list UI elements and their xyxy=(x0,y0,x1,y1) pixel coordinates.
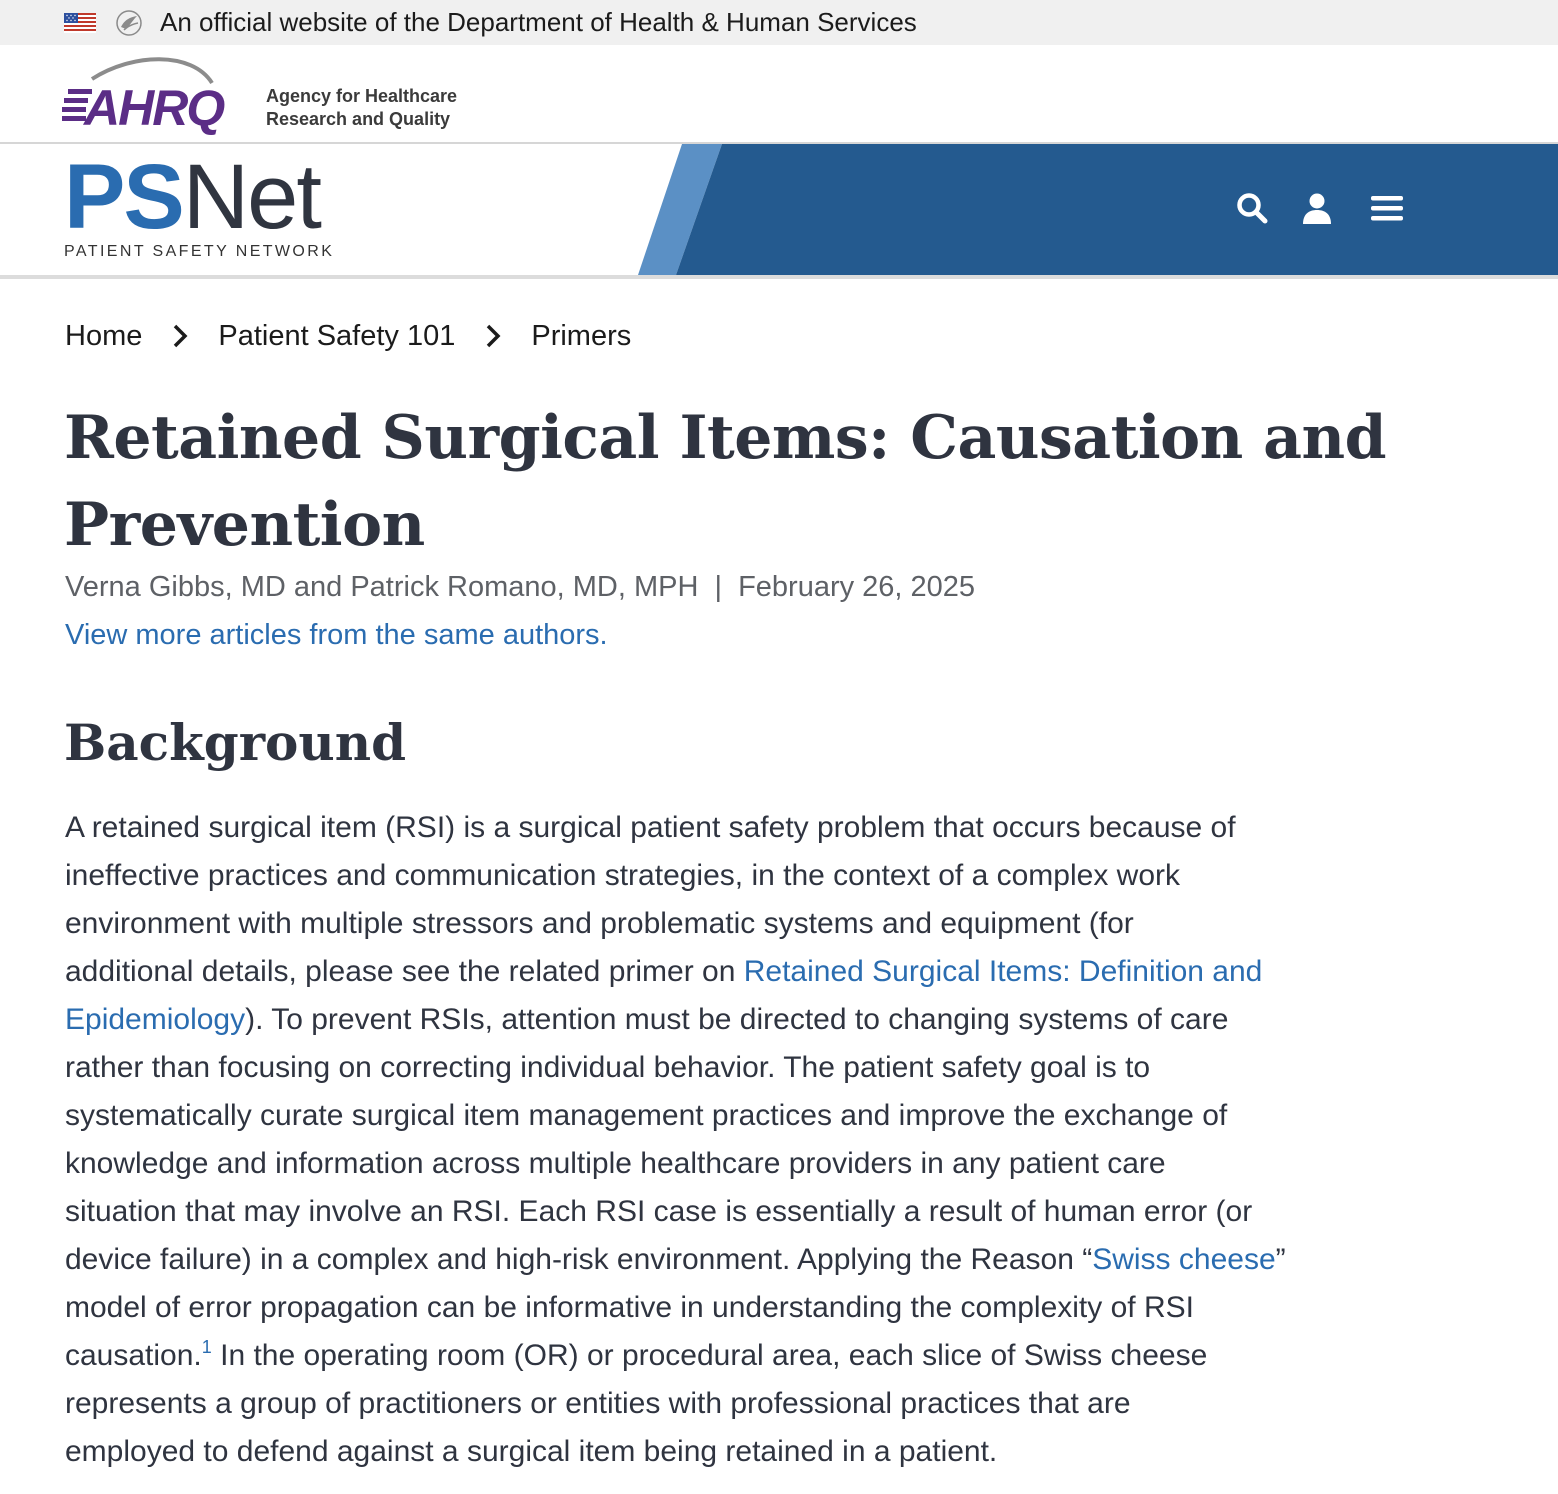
paragraph-line: ineffective practices and communication strategies, in the context of a complex work xyxy=(65,859,1180,892)
article-authors: Verna Gibbs, MD and Patrick Romano, MD, MPH xyxy=(65,571,699,603)
related-primer-link[interactable]: Retained Surgical Items: Definition and xyxy=(743,955,1263,988)
official-banner-text: An official website of the Department of Health & Human Services xyxy=(160,7,917,37)
hhs-eagle-icon xyxy=(115,9,143,37)
paragraph-text: additional details, please see the related primer on xyxy=(65,955,744,988)
psnet-logo[interactable] xyxy=(64,146,320,248)
paragraph-line: A retained surgical item (RSI) is a surgical patient safety problem that occurs because of xyxy=(65,811,1236,844)
paragraph-line: employed to defend against a surgical item being retained in a patient. xyxy=(65,1435,998,1468)
paragraph-line xyxy=(65,996,1525,1044)
breadcrumb-home[interactable]: Home xyxy=(65,319,143,352)
background-paragraph xyxy=(65,804,1525,1476)
article-date: February 26, 2025 xyxy=(738,571,976,603)
view-authors-link[interactable]: View more articles from the same authors. xyxy=(65,619,608,651)
breadcrumb xyxy=(65,316,631,356)
ahrq-agency-name xyxy=(266,85,457,131)
swiss-cheese-link[interactable]: Swiss cheese xyxy=(1092,1243,1276,1276)
paragraph-line: environment with multiple stressors and problematic systems and equipment (for xyxy=(65,907,1134,940)
paragraph-text: In the operating room (OR) or procedural area, each slice of Swiss cheese xyxy=(211,1339,1208,1372)
ahrq-header xyxy=(0,45,1558,144)
paragraph-line: represents a group of practitioners or entities with professional practices that are xyxy=(65,1387,1131,1420)
svg-text:AHRQ: AHRQ xyxy=(84,80,224,135)
breadcrumb-patient-safety-101[interactable]: Patient Safety 101 xyxy=(218,319,456,352)
ahrq-logo[interactable] xyxy=(62,55,252,135)
paragraph-text: device failure) in a complex and high-risk environment. Applying the Reason “ xyxy=(65,1243,1093,1276)
paragraph-line: systematically curate surgical item management practices and improve the exchange of xyxy=(65,1099,1228,1132)
psnet-tagline: PATIENT SAFETY NETWORK xyxy=(64,243,335,260)
us-flag-icon xyxy=(64,13,96,33)
page-title-line2: Prevention xyxy=(64,490,425,560)
ahrq-name-line1: Agency for Healthcare xyxy=(266,86,458,106)
menu-button[interactable] xyxy=(1369,190,1405,226)
closing-quote: ” xyxy=(1275,1243,1286,1276)
psnet-logo-ps: PS xyxy=(64,146,183,248)
search-button[interactable] xyxy=(1234,190,1270,226)
chevron-right-icon xyxy=(483,323,503,349)
byline-separator: | xyxy=(714,571,722,603)
paragraph-line xyxy=(65,1332,1525,1380)
breadcrumb-primers[interactable]: Primers xyxy=(531,319,632,352)
search-icon xyxy=(1234,190,1270,226)
paragraph-line xyxy=(65,948,1525,996)
ahrq-name-line2: Research and Quality xyxy=(266,109,451,129)
paragraph-line: model of error propagation can be informative in understanding the complexity of RSI xyxy=(65,1291,1194,1324)
header-blue-band xyxy=(638,144,1558,275)
user-icon xyxy=(1299,190,1335,226)
psnet-logo-net: Net xyxy=(182,146,320,248)
user-account-button[interactable] xyxy=(1299,190,1335,226)
article-byline xyxy=(65,568,975,606)
paragraph-text: ). To prevent RSIs, attention must be directed to changing systems of care xyxy=(245,1003,1229,1036)
paragraph-line: rather than focusing on correcting individual behavior. The patient safety goal is to xyxy=(65,1051,1151,1084)
menu-icon xyxy=(1369,190,1405,226)
footnote-reference-link[interactable]: 1 xyxy=(201,1337,212,1357)
page-title xyxy=(64,395,1484,569)
related-primer-link-continued[interactable]: Epidemiology xyxy=(65,1003,246,1036)
psnet-header xyxy=(0,144,1558,279)
page-title-line1: Retained Surgical Items: Causation and xyxy=(64,403,1387,473)
official-banner xyxy=(0,0,1558,45)
background-heading: Background xyxy=(64,713,407,772)
paragraph-line: situation that may involve an RSI. Each RSI case is essentially a result of human error (or xyxy=(65,1195,1253,1228)
chevron-right-icon xyxy=(170,323,190,349)
paragraph-line: knowledge and information across multiple healthcare providers in any patient care xyxy=(65,1147,1166,1180)
paragraph-text: causation. xyxy=(65,1339,202,1372)
paragraph-line xyxy=(65,1236,1525,1284)
